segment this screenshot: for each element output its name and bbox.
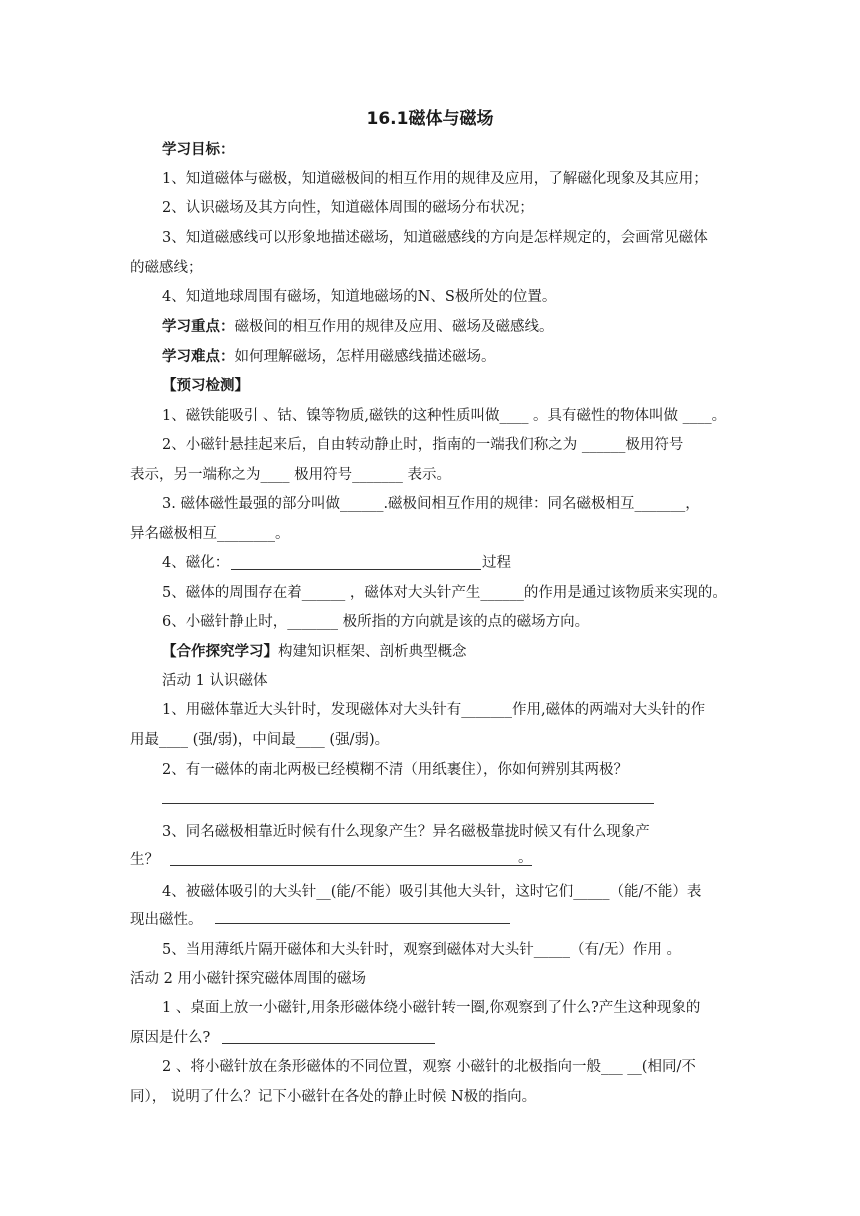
difficulty [162, 347, 860, 367]
activity2-title: 活动 2 用小磁针探究磁体周围的磁场 [130, 971, 366, 987]
key-point-label: 学习重点： [162, 319, 235, 335]
objectives-heading: 学习目标： [162, 142, 235, 158]
answer-blank-line [231, 569, 481, 570]
magnetization-label: 4、磁化： [162, 555, 230, 571]
coop-heading: 【合作探究学习】 [162, 644, 278, 660]
activity1-line: 1、用磁体靠近大头针时，发现磁体对大头针有_______作用,磁体的两端对大头针的作 [162, 702, 706, 718]
preview-line: 6、小磁针静止时，_______ 极所指的方向就是该的点的磁场方向。 [162, 614, 590, 630]
activity1-line: 生？ [130, 852, 159, 868]
activity1-title: 活动 1 认识磁体 [162, 673, 268, 689]
page-title: 16.1磁体与磁场 [366, 109, 494, 129]
answer-blank-line [222, 1043, 435, 1044]
preview-line: 异名磁极相互________。 [130, 526, 290, 542]
process-label: 过程 [482, 555, 511, 571]
difficulty-label: 学习难点： [162, 349, 235, 365]
objective-item-continued: 的磁感线； [130, 260, 203, 276]
coop-heading-rest: 构建知识框架、剖析典型概念 [278, 644, 467, 660]
preview-line: 表示，另一端称之为____ 极用符号_______ 表示。 [130, 467, 451, 483]
difficulty-text: 如何理解磁场，怎样用磁感线描述磁场。 [234, 349, 496, 365]
objective-item: 3、知道磁感线可以形象地描述磁场，知道磁感线的方向是怎样规定的，会画常见磁体 [162, 230, 708, 246]
activity1-line: 2、有一磁体的南北两极已经模糊不清（用纸裹住），你如何辨别其两极？ [162, 762, 628, 778]
objective-item: 2、认识磁场及其方向性，知道磁体周围的磁场分布状况； [162, 200, 534, 216]
coop-heading-line [162, 642, 860, 662]
activity1-line: 5、当用薄纸片隔开磁体和大头针时，观察到磁体对大头针_____（有/无）作用 。 [162, 942, 681, 958]
activity1-line: 现出磁性。 [130, 912, 203, 928]
activity2-line: 原因是什么? [130, 1030, 211, 1046]
period-mark: 。 [518, 850, 533, 866]
answer-blank-line [170, 865, 532, 866]
objective-item: 1、知道磁体与磁极，知道磁极间的相互作用的规律及应用，了解磁化现象及其应用； [162, 171, 708, 187]
preview-line: 3. 磁体磁性最强的部分叫做______.磁极间相互作用的规律：同名磁极相互_______， [162, 496, 700, 512]
preview-line: 1、磁铁能吸引 、钴、镍等物质,磁铁的这种性质叫做____ 。具有磁性的物体叫做 ____。 [162, 408, 727, 424]
activity1-line: 3、同名磁极相靠近时候有什么现象产生？异名磁极靠拢时候又有什么现象产 [162, 824, 650, 840]
key-point [162, 317, 860, 337]
answer-blank-line [215, 923, 510, 924]
activity2-line: 同）， 说明了什么？记下小磁针在各处的静止时候 N极的指向。 [130, 1089, 537, 1105]
activity2-line: 2 、将小磁针放在条形磁体的不同位置，观察 小磁针的北极指向一般___ __(相同/不 [162, 1059, 696, 1075]
activity1-line: 4、被磁体吸引的大头针__(能/不能）吸引其他大头针，这时它们_____（能/不能）表 [162, 884, 702, 900]
answer-blank-line [162, 803, 654, 804]
preview-line: 5、磁体的周围存在着______ ，磁体对大头针产生______的作用是通过该物质来实现的。 [162, 585, 727, 601]
key-point-text: 磁极间的相互作用的规律及应用、磁场及磁感线。 [234, 319, 554, 335]
preview-heading: 【预习检测】 [162, 378, 249, 394]
activity2-line: 1 、桌面上放一小磁针,用条形磁体绕小磁针转一圈,你观察到了什么?产生这种现象的 [162, 1000, 701, 1016]
activity1-line: 用最____ (强/弱)，中间最____ (强/弱)。 [130, 732, 390, 748]
preview-line: 2、小磁针悬挂起来后，自由转动静止时，指南的一端我们称之为 ______极用符号 [162, 437, 684, 453]
objective-item: 4、知道地球周围有磁场，知道地磁场的N、S极所处的位置。 [162, 289, 557, 305]
